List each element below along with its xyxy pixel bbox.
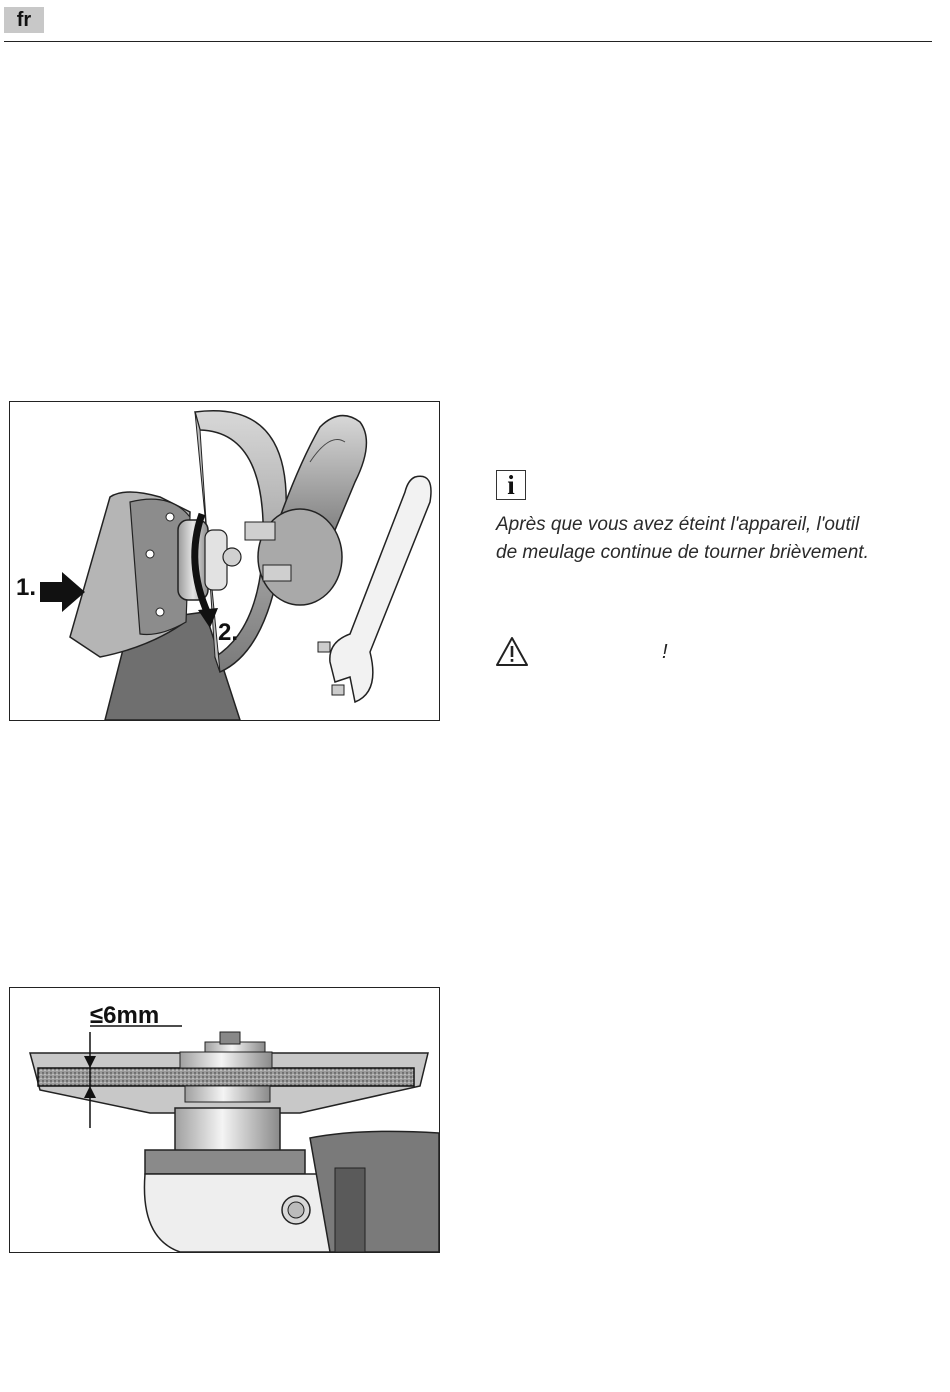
spindle-lock-illustration	[9, 401, 440, 721]
language-badge: fr	[4, 7, 44, 33]
warning-triangle-icon	[495, 636, 529, 668]
disc-thickness-illustration	[9, 987, 440, 1253]
info-note-text	[496, 511, 936, 567]
info-note-line-1: Après que vous avez éteint l'appareil, l'outil	[496, 514, 860, 535]
info-icon: i	[496, 470, 526, 500]
step1-label: 1.	[16, 574, 37, 601]
dimension-label: ≤6mm	[90, 1002, 160, 1029]
step2-label: 2.	[218, 619, 239, 646]
info-note-line-2: de meulage continue de tourner brièvement.	[496, 542, 869, 563]
warning-mark: !	[662, 641, 668, 663]
header-divider	[4, 41, 932, 42]
